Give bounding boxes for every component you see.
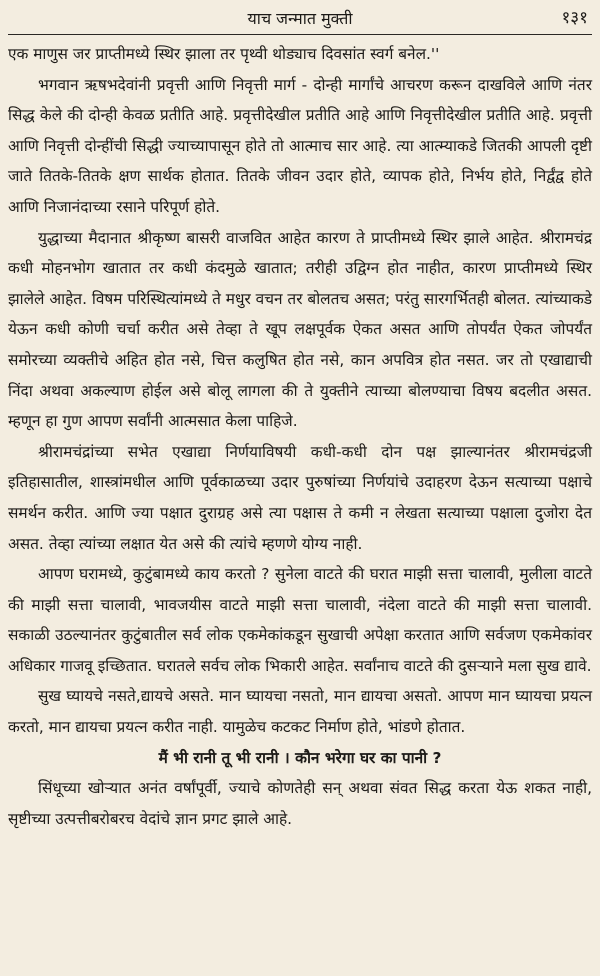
page-body — [8, 35, 592, 834]
paragraph: श्रीरामचंद्रांच्या सभेत एखाद्या निर्णयाविषयी कधी-कधी दोन पक्ष झाल्यानंतर श्रीरामचंद्रजी इतिहासातील, शास्त्रांमधील आणि पूर्वकाळच्या उदार पुरुषांच्या निर्णयांचे उदाहरण देऊन सत्याच्या पक्षाचे समर्थन करीत. आणि ज्या पक्षात दुराग्रह असे त्या पक्षास ते कमी न लेखता सत्याच्या पक्षाला दुजोरा देत असत. तेव्हा त्यांच्या लक्षात येत असे की त्यांचे म्हणणे योग्य नाही. — [8, 442, 592, 553]
paragraph: युद्धाच्या मैदानात श्रीकृष्ण बासरी वाजवित आहेत कारण ते प्राप्तीमध्ये स्थिर झाले आहेत. श्रीरामचंद्र कधी मोहनभोग खातात तर कधी कंदमुळे खातात; तरीही उद्विग्न होत नाहीत, कारण प्राप्तीमध्ये स्थिर झालेले आहेत. विषम परिस्थित्यांमध्ये ते मधुर वचन तर बोलतच असत; परंतु सारगर्भितही बोलत. त्यांच्याकडे येऊन कधी कोणी चर्चा करीत असे तेव्हा ते खूप लक्षपूर्वक ऐकत असत आणि तोपर्यंत ऐकत जोपर्यंत समोरच्या व्यक्तीचे अहित होत नसे, चित्त कलुषित होत नसे, कान अपवित्र होत नसत. जर तो एखाद्याची निंदा अथवा अकल्याण होईल असे बोलू लागला की ते युक्तीने त्याच्या बोलण्याचा विषय बदलीत असत. म्हणून हा गुण आपण सर्वांनी आत्मसात केला पाहिजे. — [8, 228, 592, 431]
paragraph: आपण घरामध्ये, कुटुंबामध्ये काय करतो ? सुनेला वाटते की घरात माझी सत्ता चालावी, मुलीला वाटते की माझी सत्ता चालावी, भावजयीस वाटते माझी सत्ता चालावी, नंदेला वाटते की माझी सत्ता चालावी. सकाळी उठल्यानंतर कुटुंबातील सर्व लोक एकमेकांकडून सुखाची अपेक्षा करतात आणि सर्वजण एकमेकांवर अधिकार गाजवू इच्छितात. घरातले सर्वच लोक भिकारी आहेत. सर्वांनाच वाटते की दुसऱ्याने मला सुख द्यावे. — [8, 565, 592, 675]
running-header — [8, 0, 592, 35]
chapter-title: याच जन्मात मुक्ती — [247, 9, 353, 28]
paragraph: सुख घ्यायचे नसते,द्यायचे असते. मान घ्यायचा नसतो, मान द्यायचा असतो. आपण मान घ्यायचा प्रयत्न करतो, मान द्यायचा प्रयत्न करीत नाही. यामुळेच कटकट निर्माण होते, भांडणे होतात. — [8, 687, 592, 737]
paragraph: सिंधूच्या खोऱ्यात अनंत वर्षांपूर्वी, ज्याचे कोणतेही सन् अथवा संवत सिद्ध करता येऊ शकत नाही, सृष्टीच्या उत्पत्तीबरोबरच वेदांचे ज्ञान प्रगट झाले आहे. — [8, 779, 592, 828]
page-number: १३१ — [561, 8, 588, 28]
paragraph: भगवान ऋषभदेवांनी प्रवृत्ती आणि निवृत्ती मार्ग - दोन्ही मार्गांचे आचरण करून दाखविले आणि नंतर सिद्ध केले की दोन्ही केवळ प्रतीति आहे. प्रवृत्तीदेखील प्रतीति आहे आणि निवृत्तीदेखील प्रतीति आहे. प्रवृत्ती आणि निवृत्ती दोन्हींची सिद्धी ज्याच्यापासून होते तो आत्माच सार आहे. त्या आत्म्याकडे जितकी आपली दृष्टी जाते तितके-तितके क्षण सार्थक होतात. तितके जीवन उदार होते, व्यापक होते, निर्भय होते, निर्द्वंद्व होते आणि निजानंदाच्या रसाने परिपूर्ण होते. — [8, 75, 592, 216]
verse-quote: मैं भी रानी तू भी रानी । कौन भरेगा घर का पानी ? — [158, 748, 442, 767]
paragraph: एक माणुस जर प्राप्तीमध्ये स्थिर झाला तर पृथ्वी थोड्याच दिवसांत स्वर्ग बनेल.'' — [8, 45, 440, 63]
